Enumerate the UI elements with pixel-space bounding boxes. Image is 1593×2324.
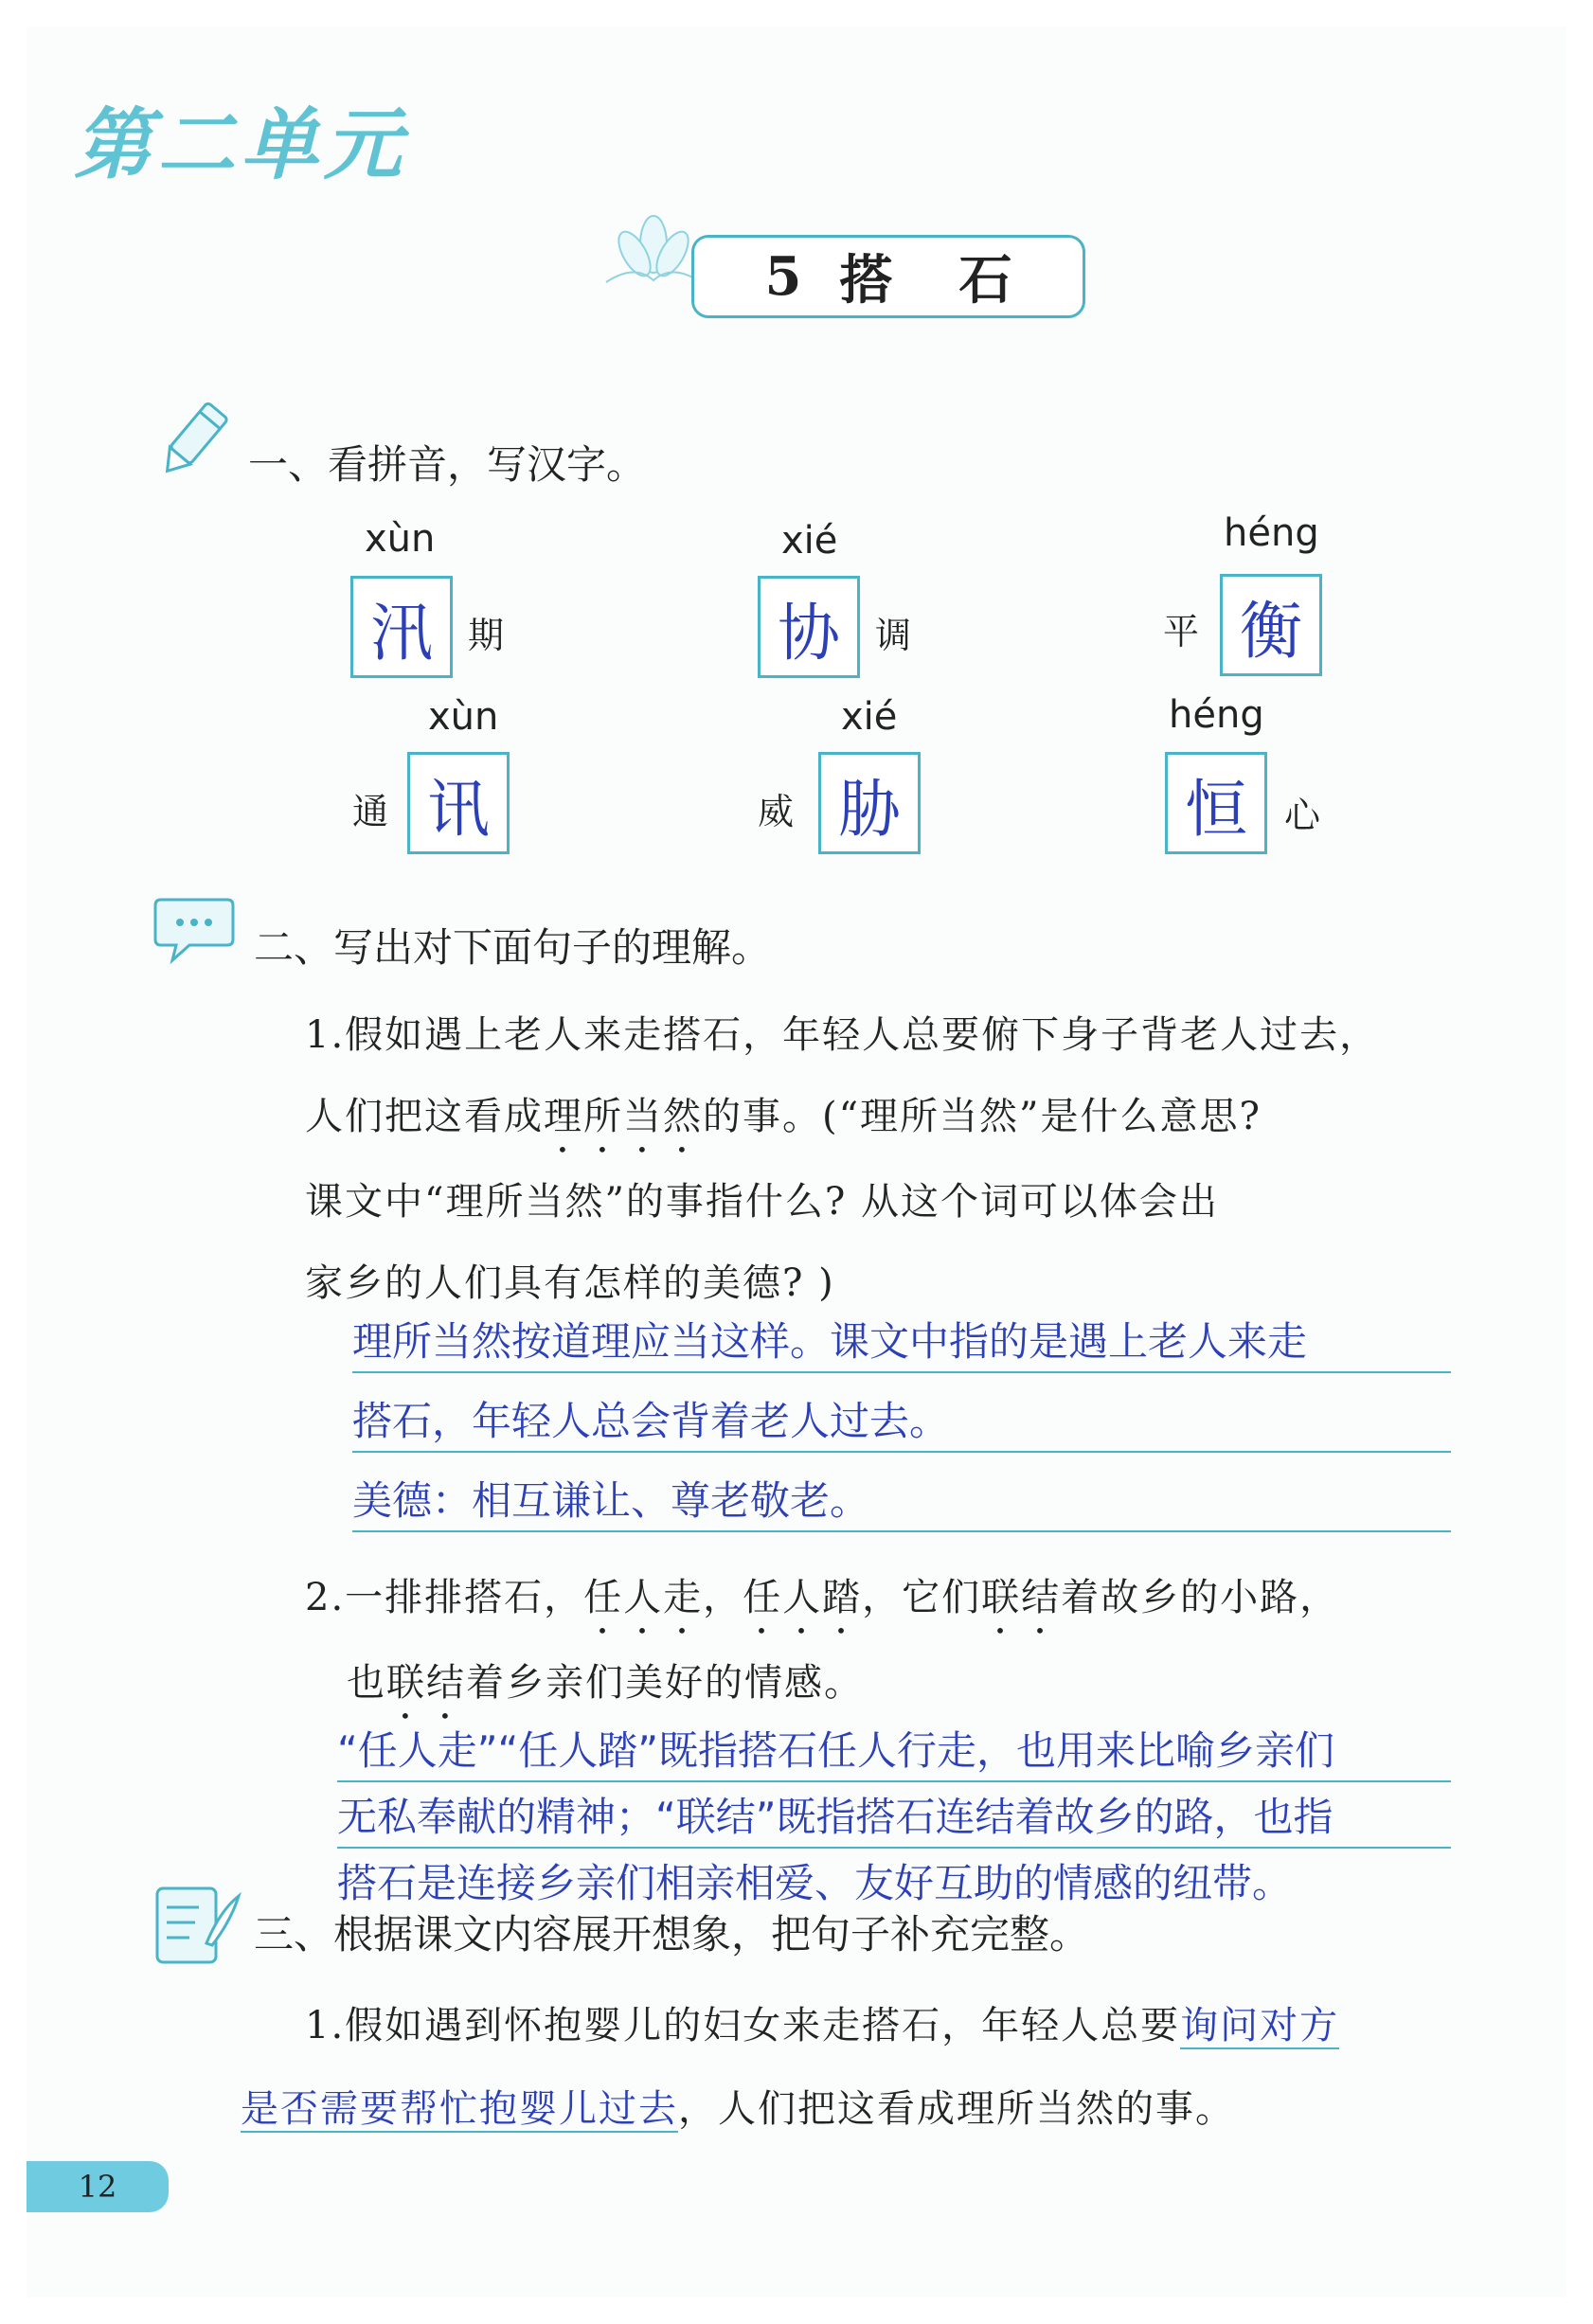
question-text: 着故乡的小路， <box>1061 1576 1340 1619</box>
pinyin-heng-1: héng <box>1224 511 1319 555</box>
speech-bubble-icon <box>152 892 237 964</box>
answer-char-heng-2: 恒 <box>1165 752 1267 854</box>
emphasis-term: 联结 <box>981 1576 1062 1619</box>
pinyin-heng-2: héng <box>1169 693 1264 737</box>
unit-title: 第二单元 <box>74 100 407 190</box>
answer-char-xie-2: 胁 <box>818 752 921 854</box>
question-3-1-cont <box>241 2066 1548 2152</box>
question-text: 也 <box>347 1661 386 1705</box>
emphasis-term: 任人走 <box>583 1576 704 1619</box>
pinyin-xie-1: xié <box>781 519 838 563</box>
filled-answer: 询问对方 <box>1180 2004 1340 2047</box>
pinyin-xun-1: xùn <box>365 517 436 561</box>
question-2-1 <box>305 994 1536 1324</box>
question-text: 的事。(“理所当然”是什么意思? <box>703 1095 1262 1138</box>
emphasis-term: 任人踏 <box>743 1576 863 1619</box>
pinyin-xie-2: xié <box>841 695 898 739</box>
answer-line: 理所当然按道理应当这样。课文中指的是遇上老人来走 <box>352 1311 1451 1373</box>
filled-answer: 是否需要帮忙抱婴儿过去 <box>241 2087 678 2131</box>
writing-paper-icon <box>152 1883 242 1968</box>
question-text: ， <box>703 1576 743 1619</box>
section1-heading: 一、看拼音，写汉字。 <box>248 441 647 488</box>
question-text: 2.一排排搭石， <box>305 1576 584 1619</box>
answer-line: 搭石是连接乡亲们相亲相爱、友好互助的情感的纽带。 <box>337 1860 1293 1906</box>
lesson-title: 搭石 <box>839 249 1079 312</box>
question-line: 家乡的人们具有怎样的美德? ) <box>305 1261 835 1305</box>
emphasis-term: 联结 <box>386 1661 466 1705</box>
answer-char-xie-1: 协 <box>758 576 860 678</box>
answer-char-xun-1: 汛 <box>350 576 453 678</box>
question-text: ，人们把这看成理所当然的事。 <box>678 2087 1235 2131</box>
question-line <box>305 1076 1536 1161</box>
question-line <box>305 1557 1536 1642</box>
pinyin-xun-2: xùn <box>428 695 499 739</box>
answer-char-heng-1: 衡 <box>1220 574 1322 676</box>
question-line <box>305 1642 1536 1727</box>
answer-char-xun-2: 讯 <box>407 752 510 854</box>
answer-line: 搭石，年轻人总会背着老人过去。 <box>352 1390 1451 1453</box>
page-number: 12 <box>27 2161 169 2212</box>
question-2-2 <box>305 1557 1536 1727</box>
context-char: 威 <box>758 791 795 832</box>
pencil-icon <box>152 398 237 483</box>
context-char: 调 <box>875 615 912 656</box>
question-text: 人们把这看成 <box>305 1095 544 1138</box>
answer-line: 美德：相互谦让、尊老敬老。 <box>352 1470 1451 1532</box>
section2-heading: 二、写出对下面句子的理解。 <box>254 924 772 971</box>
question-3-1 <box>305 1983 1536 2068</box>
question-text: 1.假如遇到怀抱婴儿的妇女来走搭石，年轻人总要 <box>305 2004 1181 2047</box>
lesson-title-box <box>691 235 1085 318</box>
question-line: 课文中“理所当然”的事指什么? 从这个词可以体会出 <box>305 1180 1220 1224</box>
answer-line: “任人走”“任人踏”既指搭石任人行走，也用来比喻乡亲们 <box>337 1720 1451 1782</box>
question-text: ，它们 <box>862 1576 982 1619</box>
lesson-number: 5 <box>764 245 802 308</box>
question-text: 着乡亲们美好的情感。 <box>466 1661 864 1705</box>
question-line: 1.假如遇上老人来走搭石，年轻人总要俯下身子背老人过去， <box>305 1013 1380 1057</box>
answer-line: 无私奉献的精神；“联结”既指搭石连结着故乡的路，也指 <box>337 1786 1451 1849</box>
section3-heading: 三、根据课文内容展开想象，把句子补充完整。 <box>254 1911 1090 1958</box>
context-char: 心 <box>1284 795 1321 836</box>
context-char: 平 <box>1163 611 1200 653</box>
context-char: 通 <box>352 791 389 832</box>
context-char: 期 <box>468 615 505 656</box>
emphasis-term: 理所当然 <box>544 1095 703 1138</box>
